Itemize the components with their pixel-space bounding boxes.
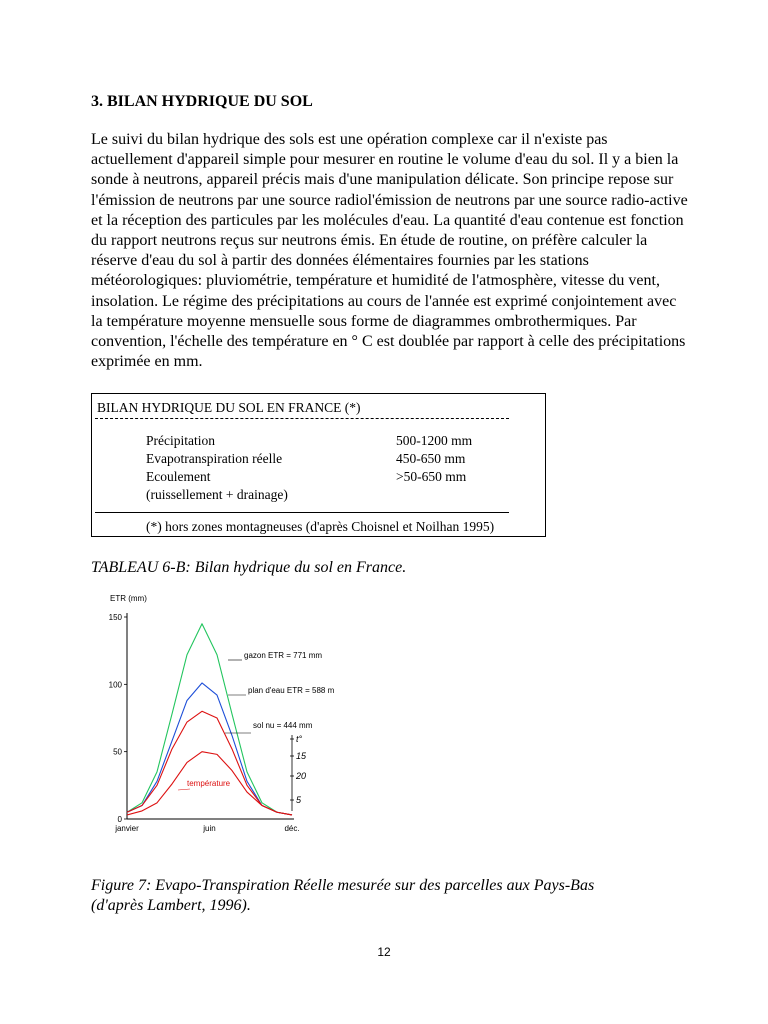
table-row-label: (ruissellement + drainage) <box>146 487 288 502</box>
temperature-tick-label: 15 <box>296 751 307 761</box>
table-row-value: 500-1200 mm <box>396 433 473 448</box>
y-tick-label: 100 <box>108 680 122 690</box>
series-label: sol nu = 444 mm <box>253 721 313 730</box>
water-balance-table <box>91 393 546 537</box>
table-divider-top <box>95 418 509 419</box>
table-row <box>146 486 396 503</box>
temperature-tick-label: t° <box>296 734 303 744</box>
table-row <box>146 468 466 485</box>
table-row-value: 450-650 mm <box>396 451 466 466</box>
section-heading: 3. BILAN HYDRIQUE DU SOL <box>91 93 313 110</box>
temperature-leader-line <box>178 789 190 790</box>
table-title: BILAN HYDRIQUE DU SOL EN FRANCE (*) <box>97 400 361 415</box>
table-row-label: Précipitation <box>146 433 215 448</box>
body-paragraph: Le suivi du bilan hydrique des sols est une opération complexe car il n'existe pas actuellement d'appareil simple pour mesurer en routine le volume d'eau du sol. Il y a bien la sonde à neutrons, appareil précis mais d'une manipulation délicate. Son principe repose sur l'émission de neutrons par une source radiol'émission de neutrons par une source radio-active et la réception des particules par les molécules d'eau. La quantité d'eau contenue est fonction du rapport neutrons reçus sur neutrons émis. En étude de routine, on préfère calculer la réserve d'eau du sol à partir des données élémentaires fournies par les stations météorologiques: pluviométrie, température et humidité de l'atmosphère, vitesse du vent, insolation. Le régime des précipitations au cours de l'année est exprimé conjointement avec la température moyenne mensuelle sous forme de diagrammes ombrothermiques. Par convention, l'échelle des température en ° C est doublée par rapport à celle des précipitations exprimée en mm. <box>91 131 688 371</box>
table-row-value: >50-650 mm <box>396 469 467 484</box>
series-label: plan d'eau ETR = 588 m <box>248 686 335 695</box>
series-label: gazon ETR = 771 mm <box>244 651 323 660</box>
x-tick-label: janvier <box>115 824 139 833</box>
temperature-tick-label: 20 <box>296 771 307 781</box>
x-tick-label: déc. <box>284 824 300 833</box>
table-caption: TABLEAU 6-B: Bilan hydrique du sol en France. <box>91 559 407 576</box>
x-tick-label: juin <box>203 824 216 833</box>
table-footnote: (*) hors zones montagneuses (d'après Choisnel et Noilhan 1995) <box>146 519 495 534</box>
y-tick-label: 150 <box>108 613 122 622</box>
figure-caption-line1: Figure 7: Evapo-Transpiration Réelle mesurée sur des parcelles aux Pays-Bas <box>91 877 595 894</box>
series-label: température <box>187 779 231 788</box>
y-axis-label: ETR (mm) <box>110 594 147 603</box>
etr-figure <box>100 590 360 845</box>
table-divider-bottom <box>95 512 509 513</box>
y-tick-label: 0 <box>117 815 122 824</box>
figure-caption-line2: (d'après Lambert, 1996). <box>91 897 251 914</box>
table-row <box>146 450 465 467</box>
y-tick-label: 50 <box>113 747 122 757</box>
table-row <box>146 432 472 449</box>
etr-chart <box>100 590 360 840</box>
page-number: 12 <box>377 945 391 959</box>
series-line-1 <box>127 683 292 815</box>
temperature-tick-label: 5 <box>296 795 302 805</box>
table-row-label: Ecoulement <box>146 469 211 484</box>
table-row-label: Evapotranspiration réelle <box>146 451 283 466</box>
